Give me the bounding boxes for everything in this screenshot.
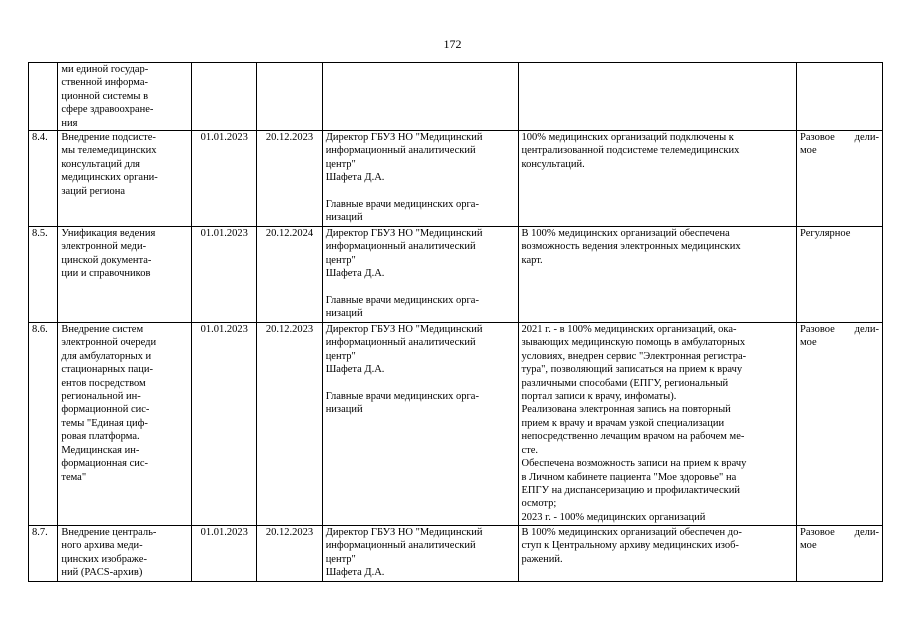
blank-line bbox=[326, 185, 515, 198]
name-line: стационарных паци- bbox=[61, 364, 153, 376]
result-line: Реализована электронная запись на повторный bbox=[521, 404, 731, 416]
num-cell bbox=[29, 63, 58, 131]
name-line: ственной информа- bbox=[61, 77, 149, 89]
responsible-line: Шафета Д.А. bbox=[325, 364, 385, 376]
name-cell bbox=[58, 131, 192, 227]
end-date-cell bbox=[257, 63, 322, 131]
row-number: 8.6. bbox=[32, 324, 48, 336]
end-date: 20.12.2023 bbox=[265, 527, 314, 539]
responsible-line: Директор ГБУЗ НО "Медицинский bbox=[325, 132, 483, 144]
result-line: прием к врачу и врачам узкой специализации bbox=[521, 417, 725, 429]
result-cell bbox=[518, 227, 797, 323]
table-row bbox=[29, 227, 883, 323]
row-number-cell bbox=[29, 323, 58, 526]
responsible-line: информационный аналитический bbox=[325, 540, 476, 552]
type-line: Разовое дели- bbox=[800, 132, 879, 144]
result-line: ражений. bbox=[521, 553, 563, 565]
responsible-cell bbox=[322, 227, 518, 323]
name-cell bbox=[58, 227, 192, 323]
start-date-cell bbox=[192, 63, 257, 131]
type-line: мое bbox=[800, 337, 817, 349]
row-number-cell bbox=[29, 227, 58, 323]
result-line: различными способами (ЕПГУ, региональный bbox=[521, 377, 729, 389]
table-row bbox=[29, 526, 883, 582]
name-line: ного архива меди- bbox=[61, 540, 143, 552]
name-line: ентов посредством bbox=[61, 377, 146, 389]
result-line: карт. bbox=[521, 254, 543, 266]
name-line: цинских изображе- bbox=[61, 553, 147, 565]
responsible-line: Главные врачи медицинских орга- bbox=[325, 295, 479, 307]
type-cell bbox=[797, 131, 883, 227]
name-cell bbox=[58, 323, 192, 526]
result-line: В 100% медицинских организаций обеспечен до- bbox=[521, 527, 742, 539]
end-date-cell bbox=[257, 131, 322, 227]
result-line: возможность ведения электронных медицинских bbox=[521, 241, 741, 253]
start-date-cell bbox=[192, 526, 257, 582]
start-date: 01.01.2023 bbox=[200, 324, 248, 336]
result-line: централизованной подсистеме телемедицинских bbox=[521, 145, 740, 157]
end-date-cell bbox=[257, 526, 322, 582]
row-number: 8.7. bbox=[32, 527, 48, 539]
name-line: для амбулаторных и bbox=[61, 350, 152, 362]
name-line: формационной сис- bbox=[61, 404, 150, 416]
blank-line bbox=[326, 377, 515, 390]
responsible-line: Директор ГБУЗ НО "Медицинский bbox=[325, 228, 483, 240]
end-date: 20.12.2023 bbox=[265, 324, 314, 336]
start-date-cell bbox=[192, 323, 257, 526]
type-line: Разовое дели- bbox=[800, 527, 879, 539]
name-line: ния bbox=[61, 117, 78, 129]
name-line: ровая платформа. bbox=[61, 431, 140, 443]
name-line: региональной ин- bbox=[61, 391, 141, 403]
result-cell bbox=[518, 526, 797, 582]
name-line: формационная сис- bbox=[61, 458, 149, 470]
result-line: тура", позволяющий записаться на прием к врачу bbox=[521, 364, 743, 376]
name-line: ционной системы в bbox=[61, 90, 149, 102]
responsible-line: низаций bbox=[325, 308, 363, 320]
result-line: в Личном кабинете пациента "Мое здоровье" на bbox=[521, 471, 737, 483]
end-date-cell bbox=[257, 323, 322, 526]
responsible-line: Шафета Д.А. bbox=[325, 172, 385, 184]
type-line: Регулярное bbox=[800, 228, 851, 240]
table-row bbox=[29, 323, 883, 526]
row-number-cell bbox=[29, 131, 58, 227]
responsible-line: информационный аналитический bbox=[325, 145, 476, 157]
result-line: 2023 г. - 100% медицинских организаций bbox=[521, 511, 706, 523]
name-line: Внедрение систем bbox=[61, 324, 144, 336]
name-line: Медицинская ин- bbox=[61, 444, 140, 456]
responsible-line: Шафета Д.А. bbox=[325, 567, 385, 579]
type-cell bbox=[797, 227, 883, 323]
result-line: ступ к Центральному архиву медицинских изоб- bbox=[521, 540, 739, 552]
type-cell bbox=[797, 526, 883, 582]
name-line: электронной меди- bbox=[61, 241, 147, 253]
row-number-cell bbox=[29, 526, 58, 582]
end-date: 20.12.2023 bbox=[265, 132, 314, 144]
name-line: темы "Единая циф- bbox=[61, 417, 148, 429]
responsible-cell bbox=[322, 323, 518, 526]
start-date-cell bbox=[192, 131, 257, 227]
name-line: ми единой государ- bbox=[61, 64, 149, 75]
result-cell bbox=[518, 323, 797, 526]
responsible-cell bbox=[322, 526, 518, 582]
result-line: непосредственно лечащим врачом на рабочем ме- bbox=[521, 431, 745, 443]
result-line: зывающих медицинскую помощь в амбулаторных bbox=[521, 337, 746, 349]
name-line: тема" bbox=[61, 471, 87, 483]
name-line: электронной очереди bbox=[61, 337, 157, 349]
result-line: сте. bbox=[521, 444, 539, 456]
responsible-line: центр" bbox=[325, 254, 356, 266]
result-line: условиях, внедрен сервис "Электронная регистра- bbox=[521, 350, 747, 362]
responsible-line: Шафета Д.А. bbox=[325, 268, 385, 280]
responsible-line: центр" bbox=[325, 158, 356, 170]
measures-table bbox=[28, 62, 883, 582]
start-date: 01.01.2023 bbox=[200, 132, 248, 144]
table-row bbox=[29, 131, 883, 227]
result-line: 100% медицинских организаций подключены к bbox=[521, 132, 734, 144]
name-line: Унификация ведения bbox=[61, 228, 156, 240]
result-line: 2021 г. - в 100% медицинских организаций, ока- bbox=[521, 324, 737, 336]
type-line: Разовое дели- bbox=[800, 324, 879, 336]
name-line: медицинских органи- bbox=[61, 172, 158, 184]
responsible-cell bbox=[322, 131, 518, 227]
result-cell bbox=[518, 131, 797, 227]
type-cell bbox=[797, 323, 883, 526]
name-line: мы телемедицинских bbox=[61, 145, 157, 157]
result-line: Обеспечена возможность записи на прием к врачу bbox=[521, 458, 747, 470]
responsible-line: низаций bbox=[325, 212, 363, 224]
responsible-cell bbox=[322, 63, 518, 131]
responsible-line: Главные врачи медицинских орга- bbox=[325, 199, 479, 211]
type-line: мое bbox=[800, 540, 817, 552]
name-line: ции и справочников bbox=[61, 268, 151, 280]
row-number: 8.4. bbox=[32, 132, 48, 144]
page-number: 172 bbox=[443, 37, 462, 51]
responsible-line: Директор ГБУЗ НО "Медицинский bbox=[325, 527, 483, 539]
start-date: 01.01.2023 bbox=[200, 527, 248, 539]
result-line: портал записи к врачу, инфоматы). bbox=[521, 391, 677, 403]
start-date: 01.01.2023 bbox=[200, 228, 248, 240]
name-cell bbox=[58, 63, 192, 131]
responsible-line: центр" bbox=[325, 350, 356, 362]
end-date-cell bbox=[257, 227, 322, 323]
blank-line bbox=[326, 281, 515, 294]
responsible-line: центр" bbox=[325, 553, 356, 565]
result-line: В 100% медицинских организаций обеспечена bbox=[521, 228, 730, 240]
result-line: консультаций. bbox=[521, 158, 585, 170]
responsible-line: информационный аналитический bbox=[325, 337, 476, 349]
responsible-line: низаций bbox=[325, 404, 363, 416]
name-line: заций региона bbox=[61, 185, 126, 197]
continuation-row bbox=[29, 63, 883, 131]
start-date-cell bbox=[192, 227, 257, 323]
name-cell bbox=[58, 526, 192, 582]
result-line: ЕПГУ на диспансеризацию и профилактический bbox=[521, 484, 740, 496]
type-line: мое bbox=[800, 145, 817, 157]
row-number: 8.5. bbox=[32, 228, 48, 240]
type-cell bbox=[797, 63, 883, 131]
end-date: 20.12.2024 bbox=[265, 228, 314, 240]
name-line: ний (PACS-архив) bbox=[61, 567, 143, 579]
name-line: Внедрение централь- bbox=[61, 527, 157, 539]
responsible-line: Директор ГБУЗ НО "Медицинский bbox=[325, 324, 483, 336]
result-cell bbox=[518, 63, 797, 131]
name-line: консультаций для bbox=[61, 158, 141, 170]
name-line: Внедрение подсисте- bbox=[61, 132, 156, 144]
name-line: цинской документа- bbox=[61, 254, 152, 266]
responsible-line: информационный аналитический bbox=[325, 241, 476, 253]
result-line: осмотр; bbox=[521, 498, 557, 510]
name-line: сфере здравоохране- bbox=[61, 104, 154, 116]
responsible-line: Главные врачи медицинских орга- bbox=[325, 391, 479, 403]
